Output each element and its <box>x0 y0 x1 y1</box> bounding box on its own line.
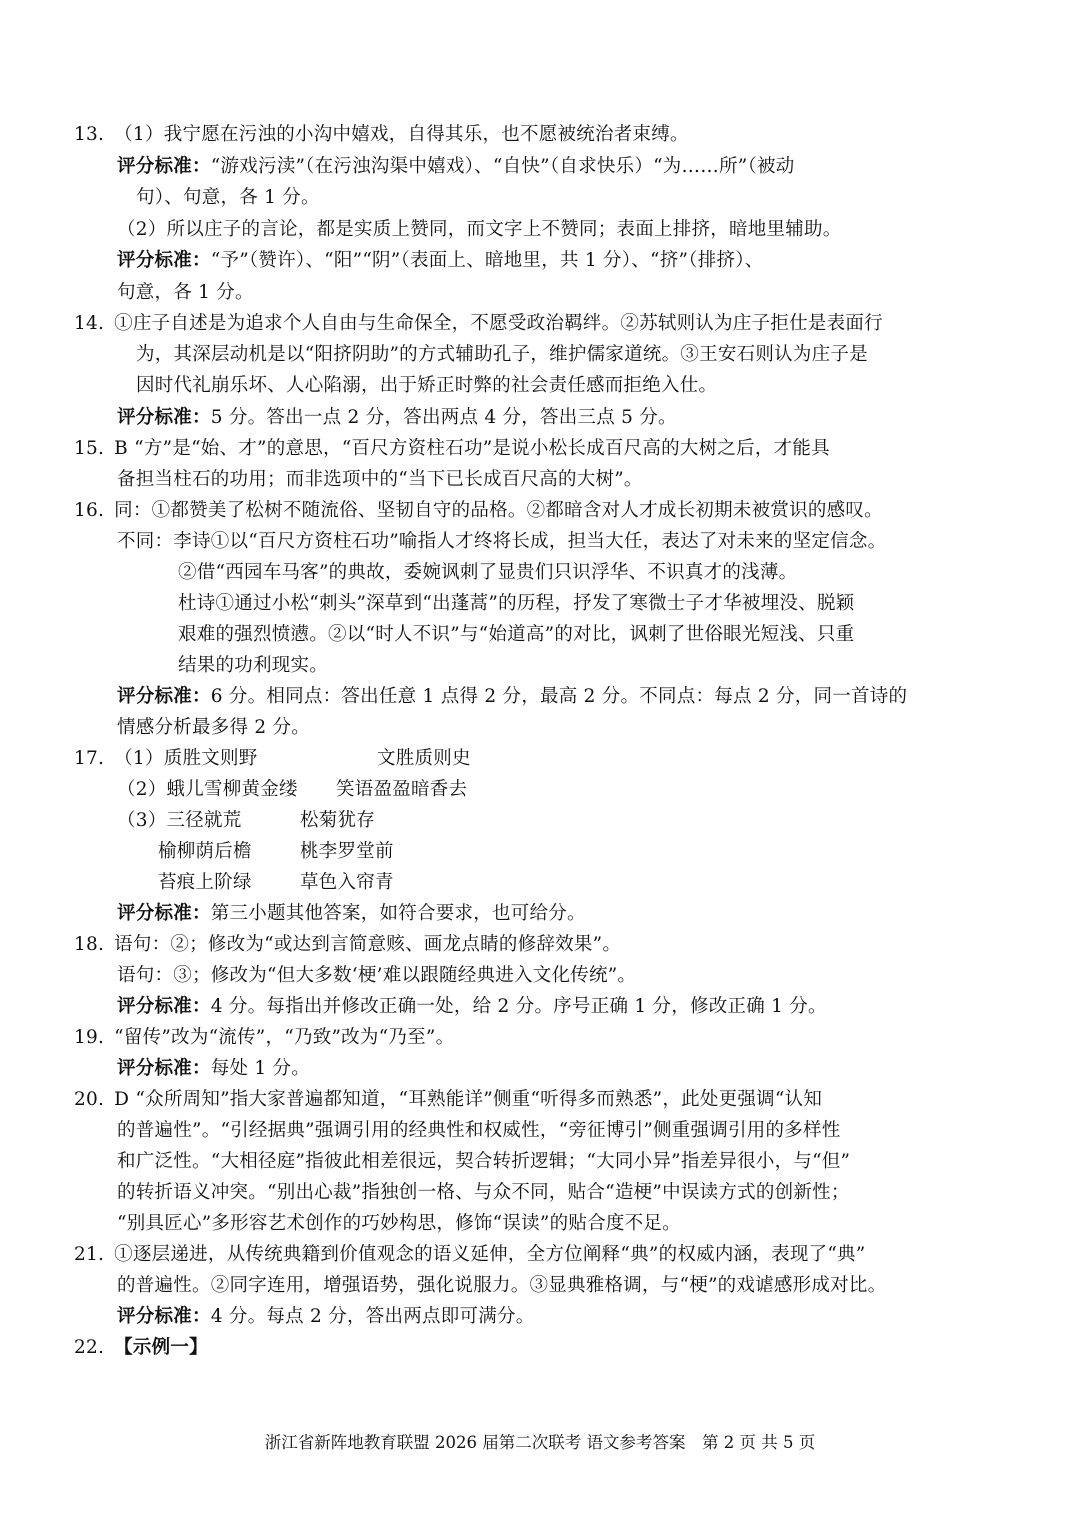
answer-text: （2）所以庄子的言论，都是实质上赞同，而文字上不赞同；表面上排挤，暗地里辅助。 <box>117 219 842 240</box>
question-number: 21. <box>74 1244 105 1265</box>
answer-text: 语句：③；修改为“但大多数‘梗’难以跟随经典进入文化传统”。 <box>117 965 637 986</box>
answer-text: 不同：李诗①以“百尺方资柱石功”喻指人才终将长成，担当大任，表达了对未来的坚定信念。 <box>117 531 887 552</box>
answer-text: 结果的功利现实。 <box>178 655 329 676</box>
scoring-continuation: 句）、句意，各 1 分。 <box>136 187 320 208</box>
scoring-criteria <box>117 685 907 709</box>
answer-text: ①庄子自述是为追求个人自由与生命保全，不愿受政治羁绊。②苏轼则认为庄子拒仕是表面行 <box>114 313 883 334</box>
answer-text: （3）三径就荒 <box>117 810 242 831</box>
answer-text: “别具匠心”多形容艺术创作的巧妙构思，修饰“误读”的贴合度不足。 <box>117 1213 681 1234</box>
scoring-criteria <box>117 406 677 430</box>
question-18 <box>74 933 621 957</box>
scoring-criteria <box>117 995 827 1019</box>
answer-text: （1）我宁愿在污浊的小沟中嬉戏，自得其乐，也不愿被统治者束缚。 <box>114 124 689 145</box>
scoring-label: 评分标准： <box>117 156 211 177</box>
question-19 <box>74 1026 454 1050</box>
answer-text: 备担当柱石的功用；而非选项中的“当下已长成百尺高的大树”。 <box>117 469 643 490</box>
question-20 <box>74 1088 822 1112</box>
answer-text: 松菊犹存 <box>300 810 376 831</box>
scoring-criteria <box>117 155 795 179</box>
scoring-text: 每处 1 分。 <box>210 1058 311 1079</box>
scoring-label: 评分标准： <box>117 250 211 271</box>
scoring-criteria <box>117 1057 310 1081</box>
answer-text: 的普遍性。②同字连用，增强语势，强化说服力。③显典雅格调，与“梗”的戏谑感形成对比。 <box>117 1275 887 1296</box>
answer-text: 语句：②；修改为“或达到言简意赅、画龙点睛的修辞效果”。 <box>114 934 622 955</box>
question-21 <box>74 1243 866 1267</box>
answer-text: 和广泛性。“大相径庭”指彼此相差很远，契合转折逻辑；“大同小异”指差异很小，与“但” <box>117 1151 851 1172</box>
answer-text: 苔痕上阶绿 <box>158 872 252 893</box>
question-number: 17. <box>74 748 105 769</box>
question-number: 18. <box>74 934 105 955</box>
answer-text: 的转折语义冲突。“别出心裁”指独创一格、与众不同，贴合“造梗”中误读方式的创新性； <box>117 1182 850 1203</box>
answer-text: 笑语盈盈暗香去 <box>336 779 468 800</box>
scoring-text: “游戏污渎”（在污浊沟渠中嬉戏）、“自快”（自求快乐）“为……所”（被动 <box>210 156 795 177</box>
question-14 <box>74 312 883 336</box>
answer-text: 同：①都赞美了松树不随流俗、坚韧自守的品格。②都暗含对人才成长初期未被赏识的感叹。 <box>114 500 883 521</box>
question-17 <box>74 747 257 771</box>
scoring-text: 第三小题其他答案，如符合要求，也可给分。 <box>210 903 586 924</box>
question-number: 14. <box>74 313 105 334</box>
question-number: 20. <box>74 1089 105 1110</box>
scoring-text: 4 分。每指出并修改正确一处，给 2 分。序号正确 1 分，修改正确 1 分。 <box>210 996 827 1017</box>
answer-text: 为，其深层动机是以“阳挤阴助”的方式辅助孔子，维护儒家道统。③王安石则认为庄子是 <box>136 344 868 365</box>
answer-text: ①逐层递进，从传统典籍到价值观念的语义延伸，全方位阐释“典”的权威内涵，表现了“典” <box>114 1244 866 1265</box>
answer-text: 桃李罗堂前 <box>300 841 394 862</box>
question-22 <box>74 1336 208 1360</box>
answer-text: D “众所周知”指大家普遍都知道，“耳熟能详”侧重“听得多而熟悉”，此处更强调“认知 <box>114 1089 823 1110</box>
scoring-label: 评分标准： <box>117 686 211 707</box>
example-heading: 【示例一】 <box>114 1337 208 1358</box>
question-number: 13. <box>74 124 105 145</box>
question-number: 15. <box>74 438 105 459</box>
answer-text: （1）质胜文则野 <box>114 748 258 769</box>
scoring-label: 评分标准： <box>117 1306 211 1327</box>
answer-text: （2）蛾儿雪柳黄金缕 <box>117 779 298 800</box>
scoring-continuation: 句意，各 1 分。 <box>117 282 254 303</box>
answer-text: 杜诗①通过小松“刺头”深草到“出蓬蒿”的历程，抒发了寒微士子才华被埋没、脱颖 <box>178 593 855 614</box>
scoring-label: 评分标准： <box>117 407 211 428</box>
answer-text: “留传”改为“流传”，“乃致”改为“乃至”。 <box>114 1027 455 1048</box>
question-number: 19. <box>74 1027 105 1048</box>
answer-text: ②借“西园车马客”的典故，委婉讽刺了显贵们只识浮华、不识真才的浅薄。 <box>178 562 798 583</box>
answer-text: 文胜质则史 <box>377 748 471 769</box>
question-16 <box>74 499 883 523</box>
scoring-text: 4 分。每点 2 分，答出两点即可满分。 <box>210 1306 535 1327</box>
scoring-criteria <box>117 902 586 926</box>
answer-text: 艰难的强烈愤懑。②以“时人不识”与“始道高”的对比，讽刺了世俗眼光短浅、只重 <box>178 624 855 645</box>
question-13 <box>74 123 689 147</box>
answer-text: 榆柳荫后檐 <box>158 841 252 862</box>
scoring-label: 评分标准： <box>117 996 211 1017</box>
scoring-text: “予”（赞许）、“阳”“阴”（表面上、暗地里，共 1 分）、“挤”（排挤）、 <box>210 250 764 271</box>
scoring-label: 评分标准： <box>117 903 211 924</box>
scoring-text: 6 分。相同点：答出任意 1 点得 2 分，最高 2 分。不同点：每点 2 分，同一首诗的 <box>210 686 908 707</box>
answer-text: B “方”是“始、才”的意思，“百尺方资柱石功”是说小松长成百尺高的大树之后，才能具 <box>114 438 830 459</box>
scoring-continuation: 情感分析最多得 2 分。 <box>117 717 311 738</box>
answer-text: 的普遍性”。“引经据典”强调引用的经典性和权威性，“旁征博引”侧重强调引用的多样性 <box>117 1120 841 1141</box>
question-number: 22. <box>74 1337 105 1358</box>
scoring-criteria <box>117 249 763 273</box>
scoring-label: 评分标准： <box>117 1058 211 1079</box>
page-footer: 浙江省新阵地教育联盟 2026 届第二次联考 语文参考答案 第 2 页 共 5 页 <box>264 1433 816 1452</box>
scoring-criteria <box>117 1305 534 1329</box>
scoring-text: 5 分。答出一点 2 分，答出两点 4 分，答出三点 5 分。 <box>210 407 677 428</box>
question-15 <box>74 437 830 461</box>
answer-text: 因时代礼崩乐坏、人心陷溺，出于矫正时弊的社会责任感而拒绝入仕。 <box>136 375 718 396</box>
question-number: 16. <box>74 500 105 521</box>
answer-text: 草色入帘青 <box>300 872 394 893</box>
